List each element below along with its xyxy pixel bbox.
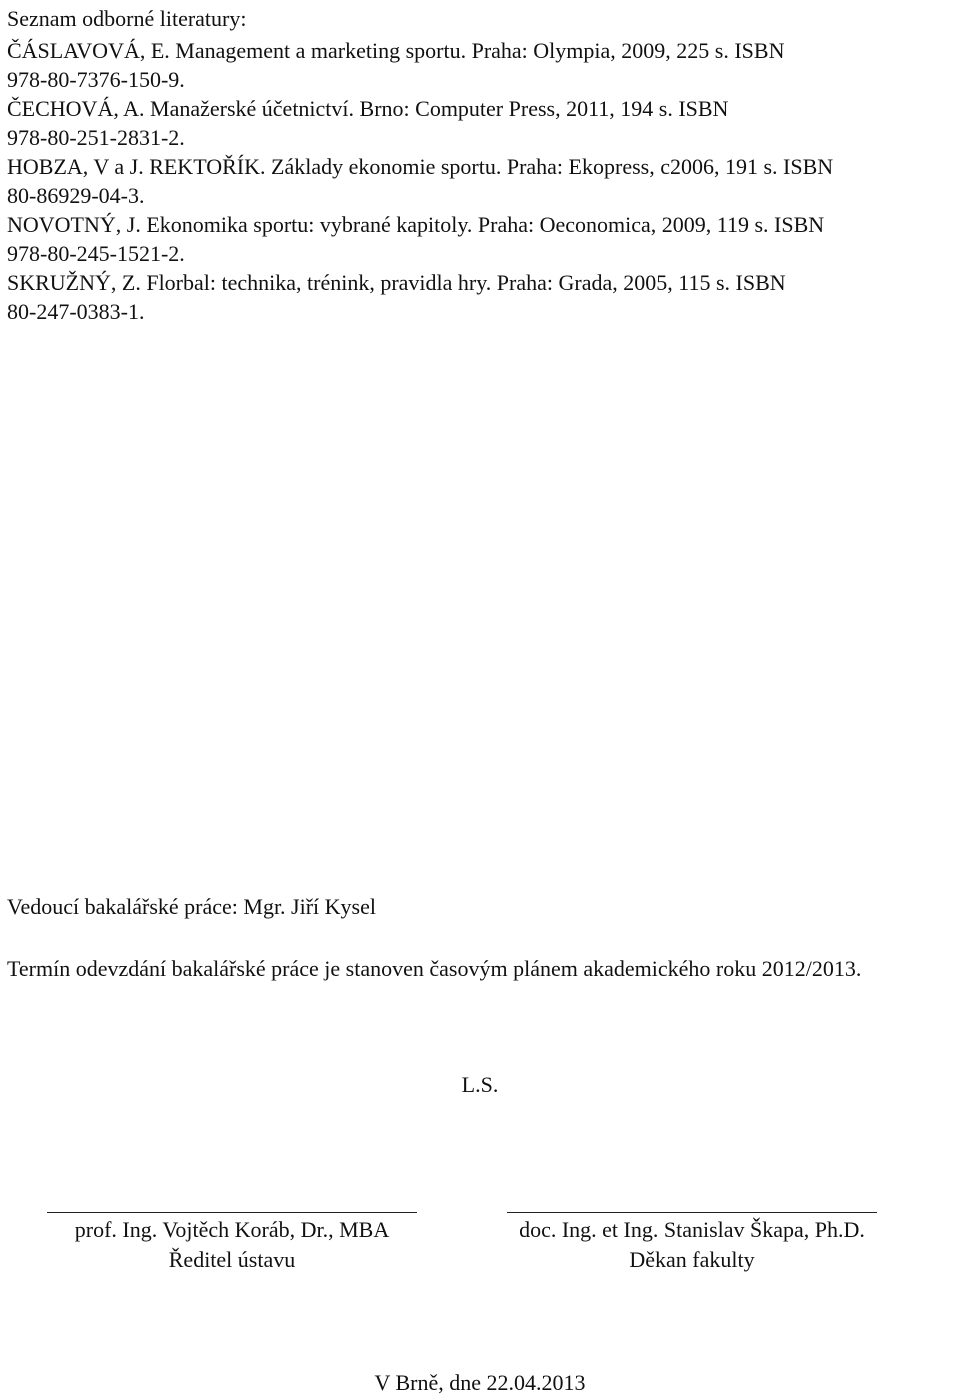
reference-isbn: 80-247-0383-1.: [7, 299, 145, 324]
references-heading: Seznam odborné literatury:: [7, 6, 247, 31]
reference-item: [7, 94, 947, 152]
place-date-text: V Brně, dne 22.04.2013: [374, 1370, 586, 1395]
signature-line: [47, 1212, 417, 1213]
signatory-name: doc. Ing. et Ing. Stanislav Škapa, Ph.D.: [519, 1217, 865, 1242]
reference-text: SKRUŽNÝ, Z. Florbal: technika, trénink, pravidla hry. Praha: Grada, 2005, 115 s. ISBN: [7, 270, 786, 295]
seal-mark: L.S.: [461, 1072, 499, 1097]
reference-text: ČECHOVÁ, A. Manažerské účetnictví. Brno: Computer Press, 2011, 194 s. ISBN: [7, 96, 729, 121]
supervisor-line: Vedoucí bakalářské práce: Mgr. Jiří Kysel: [7, 894, 376, 919]
reference-isbn: 978-80-251-2831-2.: [7, 125, 185, 150]
reference-item: [7, 268, 947, 326]
reference-list: [7, 36, 947, 326]
signature-line: [507, 1212, 877, 1213]
reference-item: [7, 152, 947, 210]
reference-isbn: 978-80-245-1521-2.: [7, 241, 185, 266]
reference-text: ČÁSLAVOVÁ, E. Management a marketing sportu. Praha: Olympia, 2009, 225 s. ISBN: [7, 38, 785, 63]
place-date-line: [0, 1368, 960, 1397]
reference-text: HOBZA, V a J. REKTOŘÍK. Základy ekonomie sportu. Praha: Ekopress, c2006, 191 s. ISBN: [7, 154, 834, 179]
signatory-name: prof. Ing. Vojtěch Koráb, Dr., MBA: [74, 1217, 390, 1242]
reference-isbn: 978-80-7376-150-9.: [7, 67, 185, 92]
signature-block-left: [42, 1212, 422, 1275]
reference-item: [7, 210, 947, 268]
reference-item: [7, 36, 947, 94]
deadline-line: Termín odevzdání bakalářské práce je stanoven časovým plánem akademického roku 2012/2013.: [7, 956, 862, 981]
signature-block-right: [502, 1212, 882, 1275]
signatory-role: Děkan fakulty: [629, 1247, 755, 1272]
reference-text: NOVOTNÝ, J. Ekonomika sportu: vybrané kapitoly. Praha: Oeconomica, 2009, 119 s. ISBN: [7, 212, 825, 237]
signatory-role: Ředitel ústavu: [168, 1247, 296, 1272]
reference-isbn: 80-86929-04-3.: [7, 183, 145, 208]
